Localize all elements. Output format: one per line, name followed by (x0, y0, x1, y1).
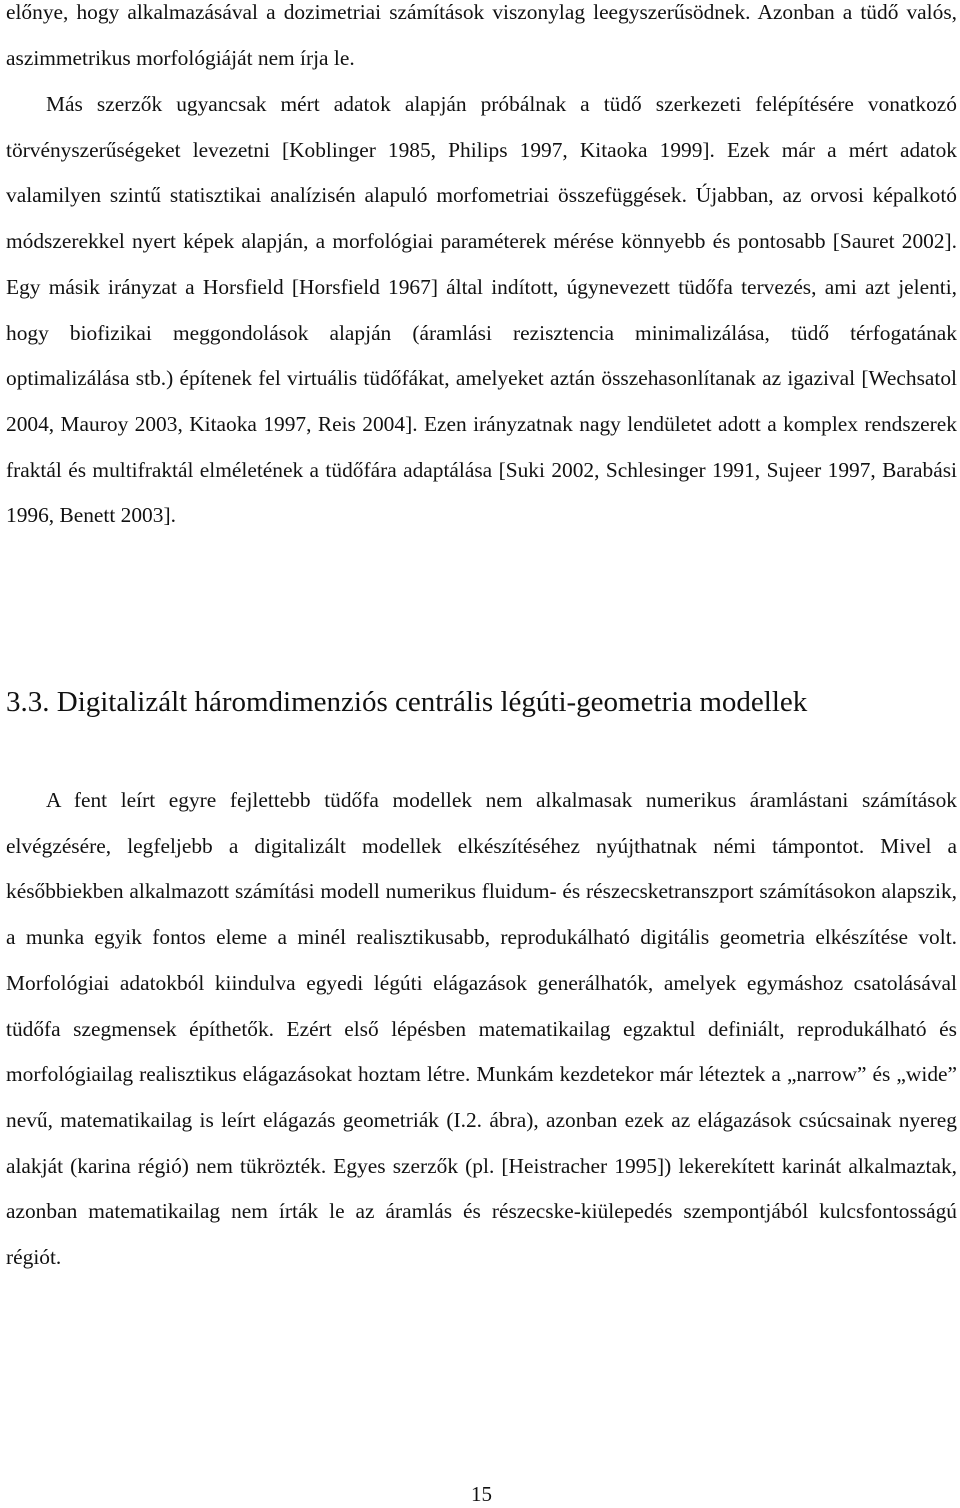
paragraph-continuation: előnye, hogy alkalmazásával a dozimetriai számítások viszonylag leegyszerűsödnek. Azonban a tüdő valós, aszimmetrikus morfológiáját nem írja le. (6, 0, 957, 70)
page-number: 15 (471, 1482, 492, 1506)
document-page (6, 0, 957, 1508)
section-heading: 3.3. Digitalizált háromdimenziós centrális légúti-geometria modellek (6, 686, 808, 718)
paragraph-morphometry: Más szerzők ugyancsak mért adatok alapján próbálnak a tüdő szerkezeti felépítésére vonatkozó törvényszerűségeket levezetni [Koblinger 1985, Philips 1997, Kitaoka 1999]. Ezek már a mért adatok valamilyen szintű statisztikai analízisén alapuló morfometriai összefüggések. Újabban, az orvosi képalkotó módszerekkel nyert képek alapján, a morfológiai paraméterek mérése könnyebb és pontosabb [Sauret 2002]. Egy másik irányzat a Horsfield [Horsfield 1967] által indított, úgynevezett tüdőfa tervezés, ami azt jelenti, hogy biofizikai meggondolások alapján (áramlási rezisztencia minimalizálása, tüdő térfogatának optimalizálása stb.) építenek fel virtuális tüdőfákat, amelyeket aztán összehasonlítanak az igazival [Wechsatol 2004, Mauroy 2003, Kitaoka 1997, Reis 2004]. Ezen irányzatnak nagy lendületet adott a komplex rendszerek fraktál és multifraktál elméletének a tüdőfára adaptálása [Suki 2002, Schlesinger 1991, Sujeer 1997, Barabási 1996, Benett 2003]. (6, 92, 957, 528)
paragraph-digital-geometry: A fent leírt egyre fejlettebb tüdőfa modellek nem alkalmasak numerikus áramlástani számítások elvégzésére, legfeljebb a digitalizált modellek elkészítéséhez nyújthatnak némi támpontot. Mivel a későbbiekben alkalmazott számítási modell numerikus fluidum- és részecsketranszport számításokon alapszik, a munka egyik fontos eleme a minél realisztikusabb, reprodukálható digitális geometria elkészítése volt. Morfológiai adatokból kiindulva egyedi légúti elágazások generálhatók, amelyek egymáshoz csatolásával tüdőfa szegmensek építhetők. Ezért első lépésben matematikailag egzaktul definiált, reprodukálható és morfológiailag realisztikus elágazásokat hoztam létre. Munkám kezdetekor már léteztek a „narrow” és „wide” nevű, matematikailag is leírt elágazás geometriák (I.2. ábra), azonban ezek az elágazások csúcsainak nyereg alakját (karina régió) nem tükrözték. Egyes szerzők (pl. [Heistracher 1995]) lekerekített karinát alkalmaztak, azonban matematikailag nem írták le az áramlás és részecske-kiülepedés szempontjából kulcsfontosságú régiót. (6, 788, 957, 1270)
